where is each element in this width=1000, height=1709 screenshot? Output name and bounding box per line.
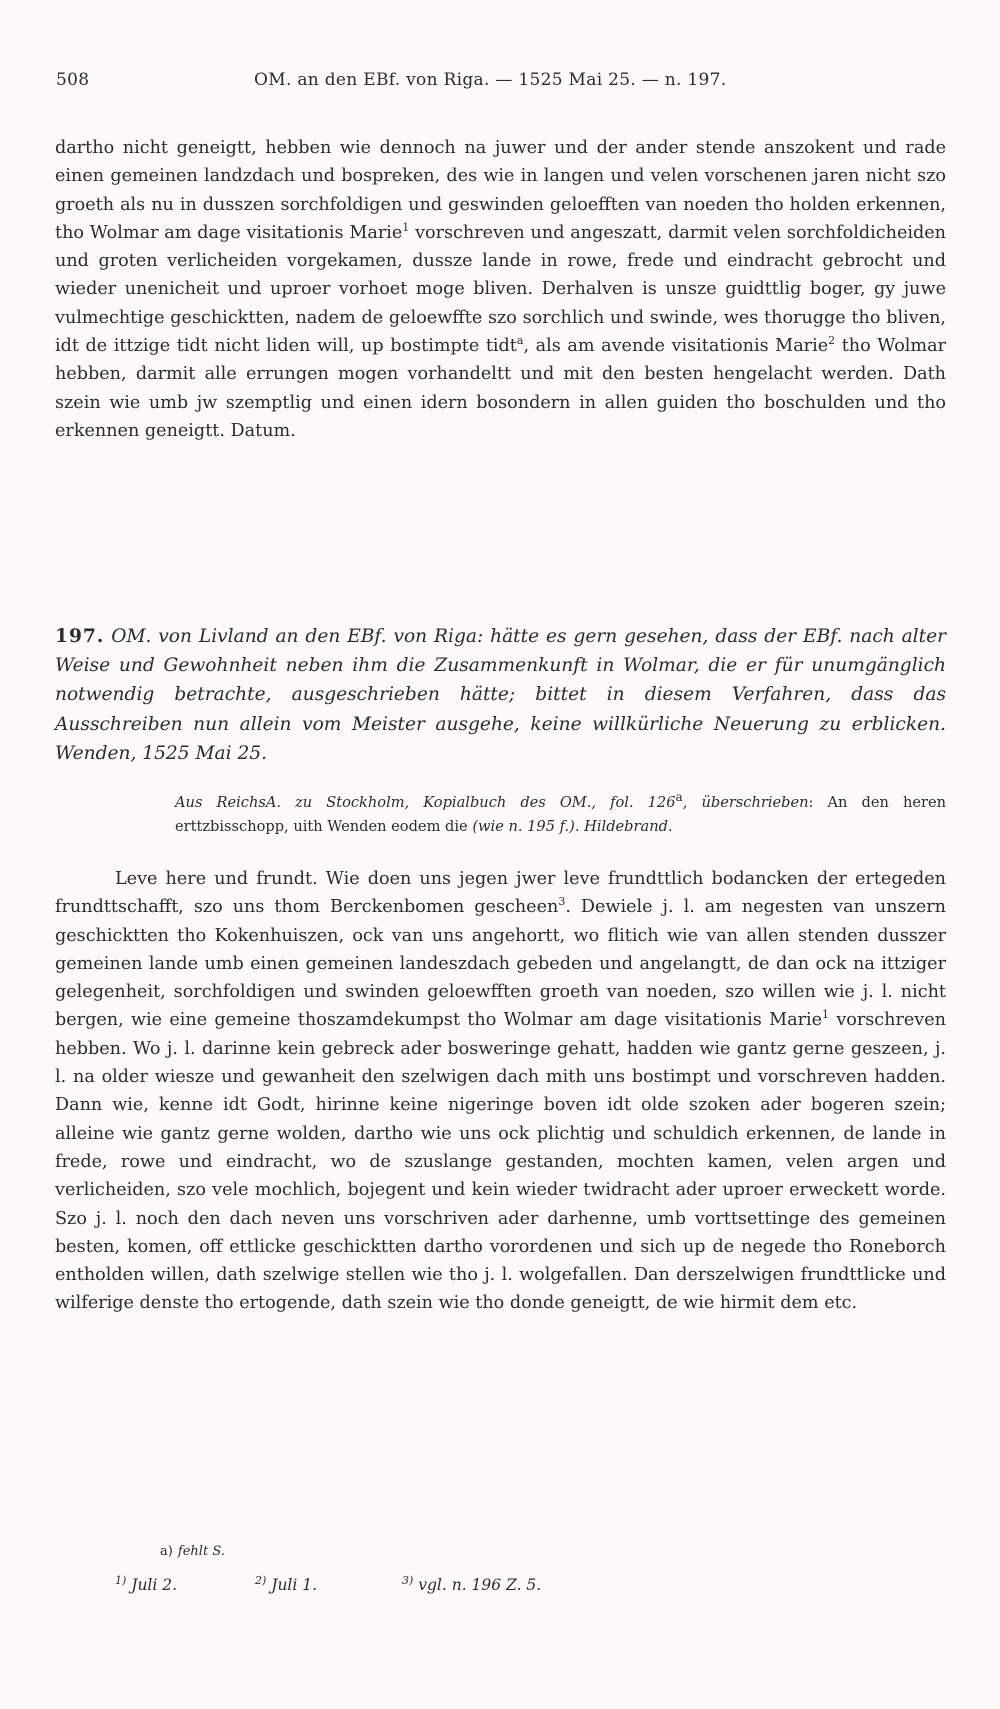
footnote-mark: 1) xyxy=(115,1573,127,1587)
text-span: vorschreven und angeszatt, darmit velen sorchfoldicheiden und groten verlicheiden vorgekamen, dussze lande in rowe, frede und eindracht gebrocht und wieder unenicheit und uproer vorhoet moge bliven. Derhalven is unsze guidttlig boger, gy juwe vulmechtige geschicktten, nadem de geloewffte szo sorchlich und swinde, wes thorugge tho bliven, idt de ittzige tidt nicht liden will, up bostimpte tidt xyxy=(55,222,946,357)
source-paragraph xyxy=(175,785,946,840)
running-title: OM. an den EBf. von Riga. — 1525 Mai 25. — n. 197. xyxy=(254,70,727,90)
footnote-text: Juli 1. xyxy=(271,1576,318,1594)
note-a-text: fehlt S. xyxy=(177,1544,225,1559)
paragraph-letter xyxy=(55,865,946,1318)
footnote-ref: 3 xyxy=(558,895,566,909)
footnote-2 xyxy=(255,1573,318,1594)
regest-text: OM. von Livland an den EBf. von Riga: hätte es gern gesehen, dass der EBf. nach alter Weise und Gewohnheit neben ihm die Zusammenkunft in Wolmar, die er für unumgänglich notwendig betrachte, ausgeschrieben hätte; bittet in diesem Verfahren, dass das Ausschreiben nun allein vom Meister ausgehe, keine willkürliche Neuerung zu erblicken. Wenden, 1525 Mai 25. xyxy=(55,626,946,764)
text-span: (wie n. 195 f.). Hildebrand. xyxy=(472,818,673,836)
source-note xyxy=(175,785,946,840)
document-regest xyxy=(55,622,946,768)
regest-paragraph xyxy=(55,622,946,768)
text-span: . Dewiele j. l. am negesten van unszern geschicktten tho Kokenhuiszen, ock van uns angehortt, wo flitich wie van allen stenden dusszer gemeinen lande umb einen gemeinen landeszdach gebeden und angelangtt, de dan ock na ittziger gelegenheit, sorchfoldigen und swinden geloewfften groeth van noeden, szo willen wie j. l. nicht bergen, wie eine gemeine thoszamdekumpst tho Wolmar am dage visitationis Marie xyxy=(55,897,947,1031)
text-span: dartho nicht geneigtt, hebben wie dennoch na juwer und der ander stende anszokent und rade einen gemeinen landzdach und bospreken, des wie in langen und velen vorschenen jaren nicht szo groeth als nu in dusszen sorchfoldigen und geswinden geloefften van noeden tho holden erkennen, tho Wolmar am dage visitationis Marie xyxy=(55,138,946,243)
textual-note xyxy=(160,1540,940,1559)
text-span: , überschrieben xyxy=(682,793,809,811)
text-span: , als am avende visitationis Marie xyxy=(523,336,829,357)
letter-body xyxy=(55,865,946,1318)
footnote-mark: 2) xyxy=(255,1573,267,1587)
text-span: Aus ReichsA. zu Stockholm, Kopialbuch des OM., fol. 126 xyxy=(175,793,676,811)
footnote-ref: 1 xyxy=(822,1008,830,1022)
text-span: : An den heren erttzbisschopp, uith Wenden eodem die xyxy=(175,793,946,836)
page-number: 508 xyxy=(56,70,90,90)
footnote-1 xyxy=(115,1573,178,1594)
footnote-mark: 3) xyxy=(402,1573,414,1587)
footnote-ref: a xyxy=(516,334,524,348)
text-span: vorschreven hebben. Wo j. l. darinne kein gebreck ader bosweringe gehatt, hadden wie gantz gerne geszeen, j. l. na older wiesze und gewanheit den szelwigen dach mith uns bostimpt und vorschreven hadden. Dann wie, kenne idt Godt, hirinne keine nigeringe boven idt olde szoken ader bogeren szein; alleine wie gantz gerne wolden, dartho wie uns ock plichtig und schuldich erkennen, de lande in frede, rowe und eindracht, wo de szuslange gestanden, mochten kamen, velen argen und verlicheiden, szo vele mochlich, bojegent und kein wieder twidracht ader uproer erweckett worde. Szo j. l. noch den dach neven uns vorschriven ader darhenne, umb vorttsettinge des gemeinen besten, komen, off ettlicke geschicktten dartho vorordenen und sich up de negede tho Roneborch entholden willen, dath szelwige stellen wie tho j. l. wolgefallen. Dan derszelwigen frundttlicke und wilferige denste tho ertogende, dath szein wie tho donde geneigtt, de wie hirmit dem etc. xyxy=(55,1010,946,1314)
footnote-3 xyxy=(402,1573,542,1594)
text-span: Leve here und frundt. Wie doen uns jegen jwer leve frundttlich bodancken der ertegeden frundttschafft, szo uns thom Berckenbomen gescheen xyxy=(55,869,946,918)
footnote-ref: a xyxy=(675,790,683,804)
document-number: 197. xyxy=(55,626,105,647)
footnote-ref: 2 xyxy=(828,334,836,348)
footnote-ref: 1 xyxy=(402,221,410,235)
footnote-text: Juli 2. xyxy=(131,1576,178,1594)
note-a-label: a) xyxy=(160,1544,173,1559)
paragraph-continuation xyxy=(55,134,946,445)
letter-continuation xyxy=(55,134,946,445)
text-span: tho Wolmar hebben, darmit alle errungen mogen vorhandeltt und mit den besten hengelacht werden. Dath szein wie umb jw szemptlig und einen idern bosondern in allen guiden tho boschulden und tho erkennen geneigtt. Datum. xyxy=(55,336,946,441)
footnote-text: vgl. n. 196 Z. 5. xyxy=(418,1576,542,1594)
